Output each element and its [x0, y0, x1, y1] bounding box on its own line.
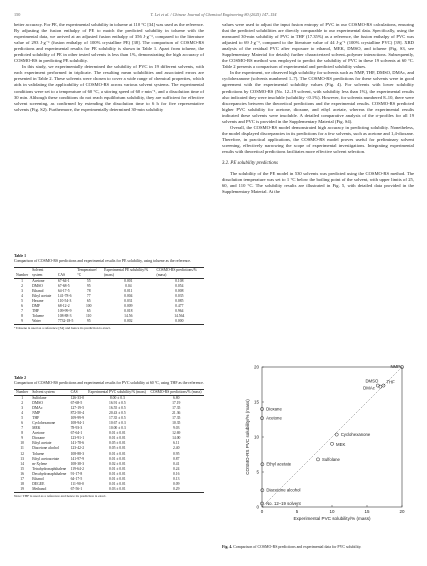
table-cell: 65: [86, 298, 91, 303]
table-cell: 16.91 ± 0.5: [108, 401, 126, 406]
point-label: No. 12–19 solvent: [266, 501, 301, 506]
table-cell: 0.01 ± 0.01: [108, 431, 126, 436]
table-cell: 6.11: [173, 441, 180, 446]
table-cell: 0.011: [124, 288, 133, 293]
point-label: NMP: [390, 364, 400, 369]
column-header: CAS: [56, 268, 75, 279]
table-cell: 20.43 ± 0.5: [108, 411, 126, 416]
point-label: Dioxane: [266, 406, 282, 412]
table-cell: 0.24: [173, 466, 180, 471]
table-cell: 68-12-2: [57, 304, 70, 309]
table: [14, 389, 204, 493]
table-cell: MEK: [32, 426, 41, 431]
table-cell: 0.004: [124, 293, 133, 298]
table-cell: DMSO: [32, 283, 43, 288]
table-cell: 0.018: [124, 309, 133, 314]
figure-caption-text: Comparison of COSMO-RS predictions and experimental data for PVC solubility.: [233, 545, 362, 549]
table-cell: 14.56: [124, 314, 133, 319]
table-caption: [14, 376, 204, 386]
table-row: [14, 319, 204, 325]
table-cell: 17.35 ± 0.5: [108, 416, 126, 421]
point-label: Diacetone alcohol: [266, 487, 301, 493]
table-caption-text: Comparison of COSMO-RS predictions and experimental results for PE solubility, using toluene as the reference.: [14, 259, 191, 264]
table-cell: 0.085: [175, 298, 184, 303]
table-cell: 1: [21, 278, 23, 283]
y-tick-label: 20: [253, 364, 259, 370]
table-cell: 19: [14, 487, 30, 493]
table-cell: Water: [30, 319, 56, 325]
table-row: [14, 452, 204, 457]
table-cell: 0.04: [125, 283, 132, 288]
table-cell: THF: [32, 309, 40, 314]
table-cell: 3: [21, 406, 24, 411]
table-cell: Tetrahydronaphthalene: [32, 466, 67, 471]
table-cell: 0.01 ± 0.01: [108, 451, 126, 456]
table-cell: 17: [20, 476, 24, 481]
table-cell: 109-99-9: [70, 416, 85, 421]
table-cell: 0.29: [148, 487, 204, 493]
table-cell: 108-88-3: [57, 314, 72, 319]
table-cell: 123-42-2: [70, 446, 85, 451]
table-footnote: Note: THF is used as a reference and hence its prediction is exact.: [14, 493, 107, 498]
table-cell: 0.87: [173, 456, 180, 461]
table-row: [14, 467, 204, 472]
paragraph: better accuracy. For PE, the experimental solubility in toluene at 110 °C [34] was used as the reference. By adjusting the fusion enthalpy of PE to match the predicted solubility in toluene with the experimental data, we arrived at an adjusted fusion enthalpy of 356 J·g⁻¹, compared to the literature value of 293 J·g⁻¹ (fusion enthalpy of 100% crystalline PE) [38]. The comparison of COSMO-RS predictions and experimental results for PE solubility is shown in Table 1. Apart from toluene, the predicted solubility of PE in other tested solvents is less than 1%, demonstrating the high accuracy of COSMO-RS in predicting PE solubility.: [14, 22, 204, 64]
table-cell: 10.00 ± 0.3: [108, 426, 126, 431]
data-point: [330, 442, 333, 445]
point-label: MEK: [336, 441, 346, 447]
table-cell: 6.80: [173, 395, 180, 400]
table-cell: 0.964: [175, 309, 184, 314]
point-label: THF: [386, 379, 395, 385]
table-cell: DMF: [32, 304, 41, 309]
page-number: 150: [14, 12, 21, 17]
table-cell: 0.95: [173, 451, 180, 456]
data-point: [261, 463, 264, 466]
table-cell: 67-64-1: [70, 431, 83, 436]
column-header: Temperature/°C: [75, 268, 102, 279]
table-cell: 141-78-6: [70, 441, 85, 446]
table-cell: 0.16: [173, 471, 180, 476]
x-axis-label: Experimental PVC solubility/% (mass): [293, 516, 371, 521]
table-cell: DEGEE: [32, 481, 45, 486]
table-cell: 0.01 ± 0.01: [108, 471, 126, 476]
table-cell: 16.55 ± 0.5: [108, 406, 126, 411]
table-cell: 67-68-5: [70, 401, 83, 406]
table-cell: 9: [21, 436, 24, 441]
table-cell: Ethyl acetoacetate: [32, 456, 60, 461]
table-cell: 111-90-0: [70, 481, 84, 486]
table-cell: 108-94-1: [70, 421, 85, 426]
table-cell: 0.05 ± 0.01: [108, 446, 126, 451]
running-header: [14, 12, 413, 20]
column-header: COSMO-RS predictions/% (mass): [155, 268, 204, 279]
table-cell: DMSO: [32, 401, 43, 406]
table-cell: Methanol: [30, 487, 68, 493]
table-cell: 2: [21, 283, 23, 288]
table-row: [14, 472, 204, 477]
y-tick-label: 15: [253, 399, 259, 405]
table-cell: 11: [20, 446, 24, 451]
paragraph: In this study, we experimentally determined the solubility of PVC in 19 different solvents, with each experiment performed in triplicate. The resulting mean solubilities and associated errors are presented in Table 2. These solvents were chosen to cover a wide range of chemical properties, which aids in validating the applicability of COSMO-RS across various solvent systems. The experimental conditions were set to a temperature of 60 °C, a stirring speed of 60 r·min⁻¹, and a dissolution time of 30 min. Although these conditions do not reach equilibrium solubility, they are sufficient for effective solvent screening, as confirmed by extending the dissolution time to 6 h for five representative solvents (Fig. S2). Furthermore, the experimentally determined 30-min solubility: [14, 64, 204, 112]
x-tick-label: 0: [260, 509, 264, 514]
table-2: [14, 376, 204, 498]
table-cell: 12.69: [172, 431, 181, 436]
table-cell: Diacetone alcohol: [32, 446, 59, 451]
paragraph: Overall, the COSMO-RS model demonstrated high accuracy in predicting solubility. Nonetheless, the model displayed discrepancies in its predictions for a few solvents, such as acetone and 1,4-dioxane. Therefore, in practical applications, the COSMO-RS model proves useful for preliminary solvent screening, effectively narrowing the scope of experimental investigations. Integrating experimental results with theoretical predictions facilitates more effective solvent selection.: [222, 124, 414, 154]
figure-caption: [222, 545, 414, 550]
table-cell: 0.035: [175, 293, 184, 298]
left-column: [14, 22, 204, 113]
table: [14, 267, 204, 325]
right-column: [222, 22, 414, 195]
table-cell: 13: [20, 456, 24, 461]
column-header: Experimental PVC solubility/% (mass): [86, 390, 148, 396]
table-cell: 0.01 ± 0.01: [108, 476, 126, 481]
x-tick-label: 5: [295, 509, 299, 514]
table-cell: 126-33-0: [70, 395, 85, 400]
table-row: [14, 487, 204, 493]
table-cell: 141-78-6: [57, 293, 72, 298]
point-label: Ethyl acetate: [266, 461, 292, 467]
table-cell: 14.00: [172, 436, 181, 441]
table-label: Table 1: [14, 254, 27, 258]
table-cell: 110: [86, 314, 92, 319]
table-cell: 7: [21, 426, 24, 431]
x-tick-label: 10: [329, 509, 335, 514]
column-header: COSMO-RS predictions/% (mass): [148, 390, 204, 396]
table-cell: Toluene: [32, 314, 44, 319]
data-point: [335, 433, 338, 436]
table-cell: 7: [21, 309, 23, 314]
table-cell: 9: [14, 319, 30, 325]
y-tick-label: 5: [256, 469, 259, 475]
table-cell: 18: [20, 481, 24, 486]
x-tick-label: 20: [399, 509, 405, 514]
paragraph: The solubility of the PE model in 530 solvents was predicted using the COSMO-RS method. The dissolution temperature was set to 1 °C below the boiling point of the solvent, with upper limits of 25, 60, and 110 °C. The solubility results are illustrated in Fig. 5, with detailed data provided in the Supplementary Material. At the: [222, 171, 414, 195]
table-footnote: ᵃ Toluene is used as a reference [34] and hence its prediction is exact.: [14, 326, 111, 331]
column-header: Number: [14, 390, 30, 396]
table-row: [14, 446, 204, 451]
table-cell: 0.054: [175, 283, 184, 288]
table-label: Table 2: [14, 376, 27, 380]
table-cell: 3: [21, 288, 23, 293]
table-cell: 0.41: [173, 461, 180, 466]
table-cell: Toluene: [32, 451, 45, 456]
table-cell: 5: [21, 416, 24, 421]
table-cell: 78-93-3: [70, 426, 83, 431]
table-cell: 108-88-3: [70, 451, 85, 456]
point-label: Acetone: [266, 415, 282, 421]
table-cell: 2: [21, 401, 24, 406]
table-cell: 67-64-1: [57, 278, 70, 283]
table-cell: 2.40: [173, 446, 180, 451]
table-cell: 0.108: [175, 278, 184, 283]
journal-citation: T. Lei et al. / Chinese Journal of Chemical Engineering 80 (2025) 147–154: [150, 12, 277, 17]
table-cell: Hexane: [32, 298, 44, 303]
table-cell: THF: [32, 416, 40, 421]
table-cell: Decahydronaphthalene: [32, 471, 67, 476]
table-cell: Ethyl acetate: [32, 441, 52, 446]
table-cell: 872-50-4: [70, 411, 85, 416]
table-cell: 6: [21, 304, 23, 309]
table-cell: 4: [21, 411, 24, 416]
table-cell: 6: [21, 421, 24, 426]
table-cell: 123-91-1: [70, 436, 85, 441]
table-cell: 0.01 ± 0.01: [108, 466, 126, 471]
table-cell: 17.35: [172, 406, 181, 411]
y-tick-label: 10: [253, 434, 259, 440]
table-cell: 8: [21, 431, 24, 436]
table-cell: 10: [20, 441, 24, 446]
table-cell: 0.031: [124, 298, 133, 303]
table-cell: 67-68-5: [57, 283, 70, 288]
table-cell: 15: [20, 466, 24, 471]
point-label: DMSO: [365, 378, 379, 384]
table-row: [14, 457, 204, 462]
table-cell: m-Xylene: [32, 461, 47, 466]
table-cell: 77: [86, 293, 91, 298]
y-tick-label: 0: [256, 504, 259, 510]
table-row: [14, 462, 204, 467]
table-cell: Acetone: [32, 431, 45, 436]
table-cell: 0.05 ± 0.01: [108, 441, 126, 446]
table-cell: 17.19: [172, 401, 181, 406]
table-cell: 0.02 ± 0.01: [108, 461, 126, 466]
table-caption-text: Comparison of COSMO-RS predictions and experimental results for PVC solubility at 60 °C, using THF as the reference.: [14, 381, 204, 386]
table-cell: 95: [86, 283, 91, 288]
table-cell: 5: [21, 298, 23, 303]
scatter-chart: [222, 355, 414, 543]
table-cell: 16: [20, 471, 24, 476]
point-label: Cyclohexanone: [340, 432, 371, 438]
table-cell: NMP: [32, 411, 41, 416]
table-cell: 67-56-1: [69, 487, 87, 493]
table-cell: 14.564: [174, 314, 185, 319]
table-cell: 0.01 ± 0.01: [108, 436, 126, 441]
table-cell: 10.35: [172, 421, 181, 426]
table-cell: Acetone: [32, 278, 45, 283]
table-cell: 108-38-3: [70, 461, 85, 466]
figure-label: Fig. 4.: [222, 545, 233, 549]
table-cell: 9.03: [173, 426, 180, 431]
table-cell: 0.477: [175, 304, 184, 309]
table-cell: 0.03 ± 0.01: [86, 487, 148, 493]
column-header: Solvent system: [30, 268, 56, 279]
table-cell: 8: [21, 314, 23, 319]
paragraph: values were used to adjust the input fusion entropy of PVC in our COSMO-RS calculations, ensuring that the predicted solubilities are directly comparable to our experimental data. Specifically, using the measured 30-min solubility of PVC in THF (17.35%) as a reference, the fusion enthalpy of PVC was adjusted to 69 J·g⁻¹, compared to the literature value of 44 J·g⁻¹ (100% crystalline PVC) [39]. XRD analysis of the residual PVC after exposure to ethanol, MEK, DMSO, and toluene (Fig. S3, see Supplementary Material for details) further characterized solvent–polymer interactions. Subsequently, the COSMO-RS method was employed to predict the solubility of PVC in these 19 solvents at 60 °C. Table 2 presents a comparison of experimental and predicted solubility values.: [222, 22, 414, 70]
table-cell: Sulfolane: [32, 395, 47, 400]
table-cell: 21.36: [172, 411, 181, 416]
paragraph: In the experiment, we observed high solubility for solvents such as NMP, THF, DMSO, DMAc, and cyclohexanone (solvents numbered 1–7). The COSMO-RS predictions for these solvents were in good agreement with the experimental solubility values (Fig. 4). For solvents with lower solubility predictions by COSMO-RS (No. 12–19 solvent, with solubility less than 1%), the experimental results also indicated they were insoluble (solubility <0.1%). However, for solvents numbered 8–10, there were discrepancies between the theoretical predictions and the experimental results. COSMO-RS predicted higher PVC solubility for acetone, dioxane, and ethyl acetate, whereas the experimental results indicated these solvents were insoluble. A detailed comparative analysis of the σ-profiles for all 19 solvents and PVC is provided in the Supplementary Material (Fig. S4).: [222, 70, 414, 124]
table-cell: 0.09: [173, 481, 180, 486]
table-cell: Ethanol: [32, 288, 44, 293]
table-cell: 14: [20, 461, 24, 466]
table-cell: Ethyl acetate: [32, 293, 52, 298]
table-cell: 100: [85, 304, 92, 309]
table-cell: 0.000: [155, 319, 204, 325]
table-cell: 17.35: [172, 416, 181, 421]
table-cell: 141-97-9: [70, 456, 85, 461]
table-cell: 0.002: [102, 319, 154, 325]
table-cell: 64-17-5: [70, 476, 83, 481]
table-cell: 1: [21, 395, 24, 400]
table-cell: 65: [86, 309, 91, 314]
table-caption: [14, 254, 204, 264]
section-heading: 3.2. PE solubility predictions: [222, 161, 278, 167]
table-cell: 0.008: [175, 288, 184, 293]
figure-4: [222, 355, 414, 555]
table-cell: 109-99-9: [57, 309, 72, 314]
table-cell: 0.009: [124, 304, 133, 309]
y-axis-label: COSMO-RS PVC solubility/% (mass): [245, 399, 250, 475]
table-cell: 55: [86, 278, 91, 283]
column-header: Number: [14, 268, 30, 279]
table-cell: 0.13: [173, 476, 180, 481]
table-cell: 7732-18-5: [57, 319, 74, 324]
table-cell: 0.01 ± 0.01: [108, 456, 126, 461]
column-header: CAS: [69, 390, 87, 396]
table-cell: 64-17-5: [57, 288, 70, 293]
table-cell: 127-19-5: [70, 406, 85, 411]
table-cell: 91-17-8: [70, 471, 83, 476]
table-cell: 0.01 ± 0.01: [108, 481, 126, 486]
x-tick-label: 15: [364, 509, 370, 514]
table-cell: Ethanol: [32, 476, 44, 481]
table-cell: 10.67 ± 0.3: [108, 421, 126, 426]
table-cell: 0.001: [124, 278, 133, 283]
table-cell: 78: [86, 288, 91, 293]
table-cell: 12: [20, 451, 24, 456]
point-label: Sulfolane: [322, 456, 340, 462]
table-cell: Dioxane: [32, 436, 45, 441]
table-1: [14, 254, 204, 331]
table-cell: 119-64-2: [70, 466, 84, 471]
table-cell: 95: [75, 319, 102, 325]
table-cell: DMAc: [32, 406, 43, 411]
point-label: DMAc: [363, 385, 375, 391]
table-cell: 110-54-3: [57, 298, 72, 303]
data-point: [316, 458, 319, 461]
column-header: Experimental PE solubility/% (mass): [102, 268, 154, 279]
data-point: [261, 489, 264, 492]
table-cell: 8.00 ± 0.3: [109, 395, 125, 400]
column-header: Solvent system: [30, 390, 68, 396]
table-cell: Cyclohexanone: [32, 421, 56, 426]
table-cell: 4: [21, 293, 23, 298]
